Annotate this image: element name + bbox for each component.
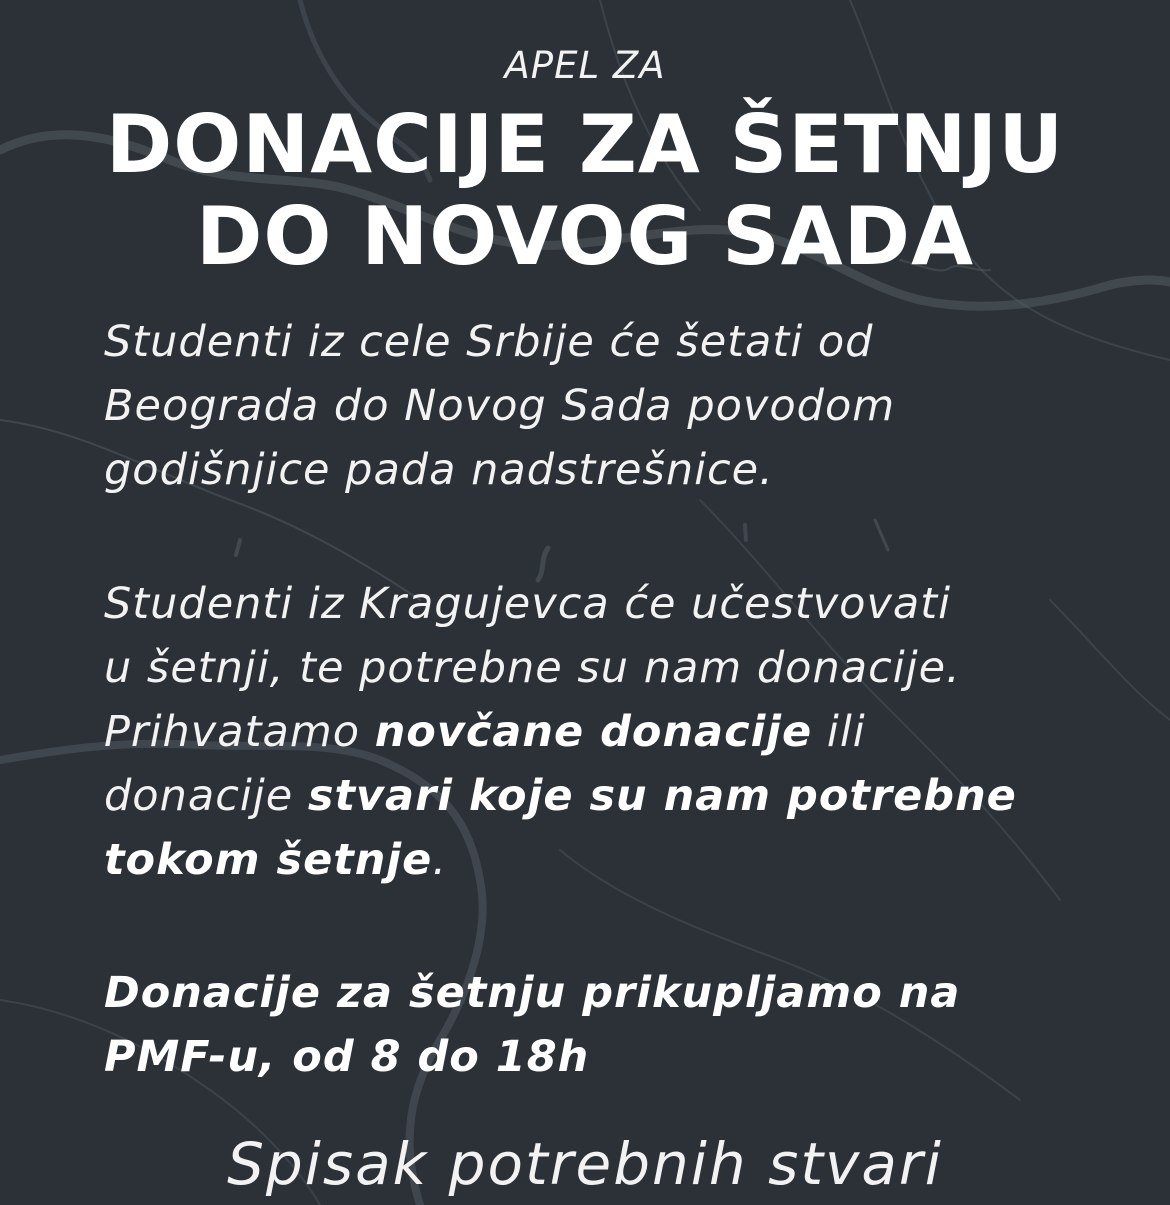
- emphasis-during-walk: tokom šetnje: [104, 835, 433, 885]
- emphasis-items-needed: stvari koje su nam potrebne: [307, 771, 1017, 821]
- paragraph-walk-info: [104, 310, 1154, 502]
- text-segment: donacije: [104, 771, 308, 821]
- paragraph-line: u šetnji, te potrebne su nam donacije.: [104, 643, 961, 693]
- paragraph-line: [104, 828, 1154, 892]
- paragraph-donations: [104, 572, 1154, 892]
- paragraph-line: godišnjice pada nadstrešnice.: [104, 445, 774, 495]
- text-segment: Prihvatamo: [104, 707, 375, 757]
- paragraph-line: Studenti iz cele Srbije će šetati od: [104, 317, 874, 367]
- headline-line-1: DONACIJE ZA ŠETNJU: [105, 98, 1065, 191]
- paragraph-line: [104, 764, 1154, 828]
- paragraph-line: [104, 700, 1154, 764]
- paragraph-line: PMF-u, od 8 do 18h: [104, 1032, 590, 1082]
- headline-line-2: DO NOVOG SADA: [196, 190, 974, 283]
- paragraph-line: Studenti iz Kragujevca će učestvovati: [104, 579, 952, 629]
- text-segment: .: [432, 835, 447, 885]
- list-title: Spisak potrebnih stvari: [227, 1130, 943, 1198]
- paragraph-collection-info: [104, 961, 1154, 1089]
- paragraph-line: Beograda do Novog Sada povodom: [104, 381, 896, 431]
- text-segment: ili: [812, 707, 866, 757]
- paragraph-line: Donacije za šetnju prikupljamo na: [104, 968, 961, 1018]
- kicker-text: APEL ZA: [504, 44, 666, 87]
- emphasis-money-donations: novčane donacije: [374, 707, 813, 757]
